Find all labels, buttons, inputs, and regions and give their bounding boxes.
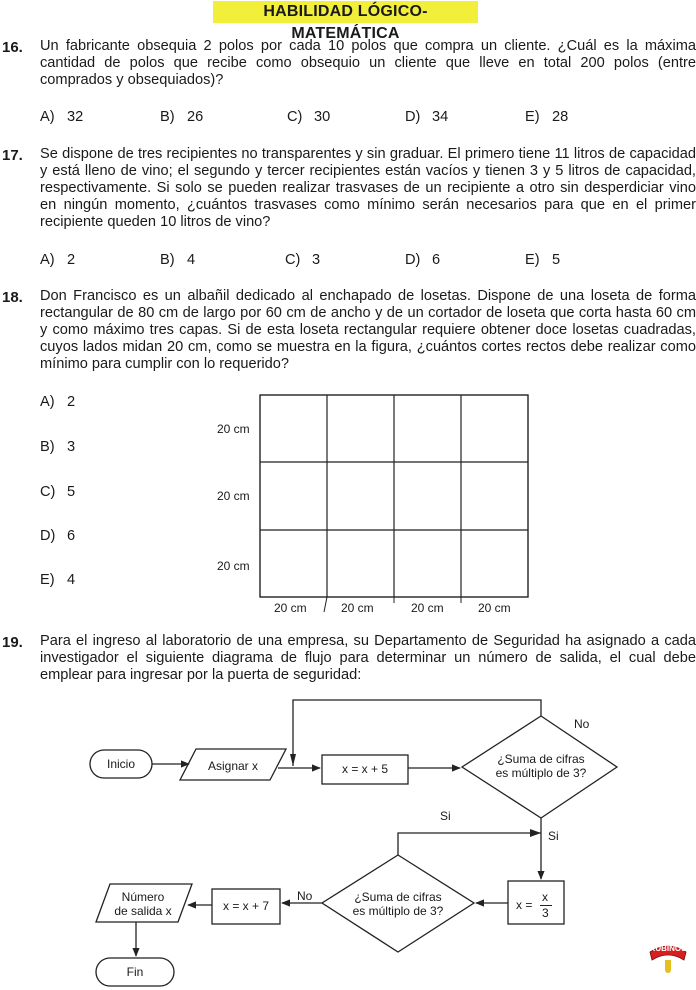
question-19-text: Para el ingreso al laboratorio de una empresa, su Departamento de Seguridad ha asignado a cada investigador el siguiente diagrama de flujo para determinar un número de salida, el cual debe emplear para ingresar por la puerta de seguridad: [40,633,696,683]
logo-text: RUBIÑOS [649,944,687,953]
col-label-2: 20 cm [341,601,374,615]
option-value: 32 [67,109,84,125]
no-label-1: No [574,717,590,731]
option-value: 2 [67,252,76,268]
arrow-head [290,754,296,766]
row-label-2: 20 cm [217,489,250,503]
option-letter: D) [405,252,421,268]
question-16-number: 16. [2,39,23,56]
col-label-1: 20 cm [274,601,307,615]
option-letter: A) [40,394,55,410]
divide-denominator: 3 [542,906,549,920]
option-value: 34 [432,109,449,125]
option-letter: B) [160,109,175,125]
assign-label: Asignar x [207,759,259,773]
output-line-2: de salida x [114,904,172,918]
question-18-text: Don Francisco es un albañil dedicado al enchapado de losetas. Dispone de una loseta de forma rectangular de 80 cm de largo por 60 cm de ancho y de un cortador de loseta que corta hasta 60 cm y como máximo tres capas. Si de esta loseta rectangular requiere obtener doce losetas cuadradas, cuyos lados midan 20 cm, como se muestra en la figura, ¿cuántos cortes rectos debe realizar como mínimo para cumplir con lo requerido? [40,288,696,372]
option-letter: E) [525,252,540,268]
option-value: 3 [312,252,321,268]
option-value: 30 [314,109,331,125]
row-label-1: 20 cm [217,422,250,436]
option-letter: C) [287,109,303,125]
question-17-number: 17. [2,147,23,164]
option-letter: D) [40,528,56,544]
option-value: 6 [67,528,76,544]
output-label [98,890,188,918]
end-label: Fin [126,965,144,979]
divide-label [514,891,558,919]
option-letter: E) [40,572,55,588]
option-letter: A) [40,252,55,268]
si-label-right: Si [548,829,559,843]
decision-1-line-2: es múltiplo de 3? [495,766,587,780]
question-19-number: 19. [2,634,23,651]
question-16-text: Un fabricante obsequia 2 polos por cada 10 polos que compra un cliente. ¿Cuál es la máxima cantidad de polos que recibe como obsequio un cliente que lleve en total 200 polos (entre comprados y obsequiados)? [40,38,696,88]
question-18-number: 18. [2,289,23,306]
start-label: Inicio [106,757,135,771]
option-value: 3 [67,439,76,455]
output-line-1: Número [121,890,165,904]
col-label-3: 20 cm [411,601,444,615]
rubinos-logo [646,938,690,974]
row-label-3: 20 cm [217,559,250,573]
option-value: 26 [187,109,204,125]
option-letter: C) [40,484,56,500]
option-value: 4 [67,572,76,588]
option-letter: C) [285,252,301,268]
section-header: HABILIDAD LÓGICO-MATEMÁTICA [213,1,478,23]
option-value: 4 [187,252,196,268]
divide-numerator: x [542,890,548,904]
decision-1-label [476,752,606,780]
option-letter: D) [405,109,421,125]
arrow-si-loop [398,833,541,855]
option-value: 28 [552,109,569,125]
divide-prefix: x = [516,898,533,912]
option-letter: A) [40,109,55,125]
option-letter: B) [40,439,55,455]
option-value: 5 [67,484,76,500]
decision-2-line-1: ¿Suma de cifras [354,890,442,904]
add7-label: x = x + 7 [222,899,270,913]
no-label-2: No [297,889,313,903]
option-letter: B) [160,252,175,268]
col-label-4: 20 cm [478,601,511,615]
option-letter: E) [525,109,540,125]
decision-1-line-1: ¿Suma de cifras [497,752,585,766]
question-17-text: Se dispone de tres recipientes no transparentes y sin graduar. El primero tiene 11 litros de capacidad y está lleno de vino; el segundo y tercer recipientes están vacíos y tienen 3 y 5 litros de capacidad, respectivamente. Si solo se pueden realizar trasvases de un recipiente a otro sin desperdiciar vino en ningún momento, ¿cuántos trasvases como mínimo serán necesarios para que en el primer recipiente queden 10 litros de vino? [40,146,696,230]
arrow-head [530,829,541,837]
si-label-top: Si [440,809,451,823]
add5-label: x = x + 5 [341,762,389,776]
decision-2-line-2: es múltiplo de 3? [352,904,444,918]
decision-2-label [334,890,462,918]
option-value: 6 [432,252,441,268]
option-value: 2 [67,394,76,410]
option-value: 5 [552,252,561,268]
